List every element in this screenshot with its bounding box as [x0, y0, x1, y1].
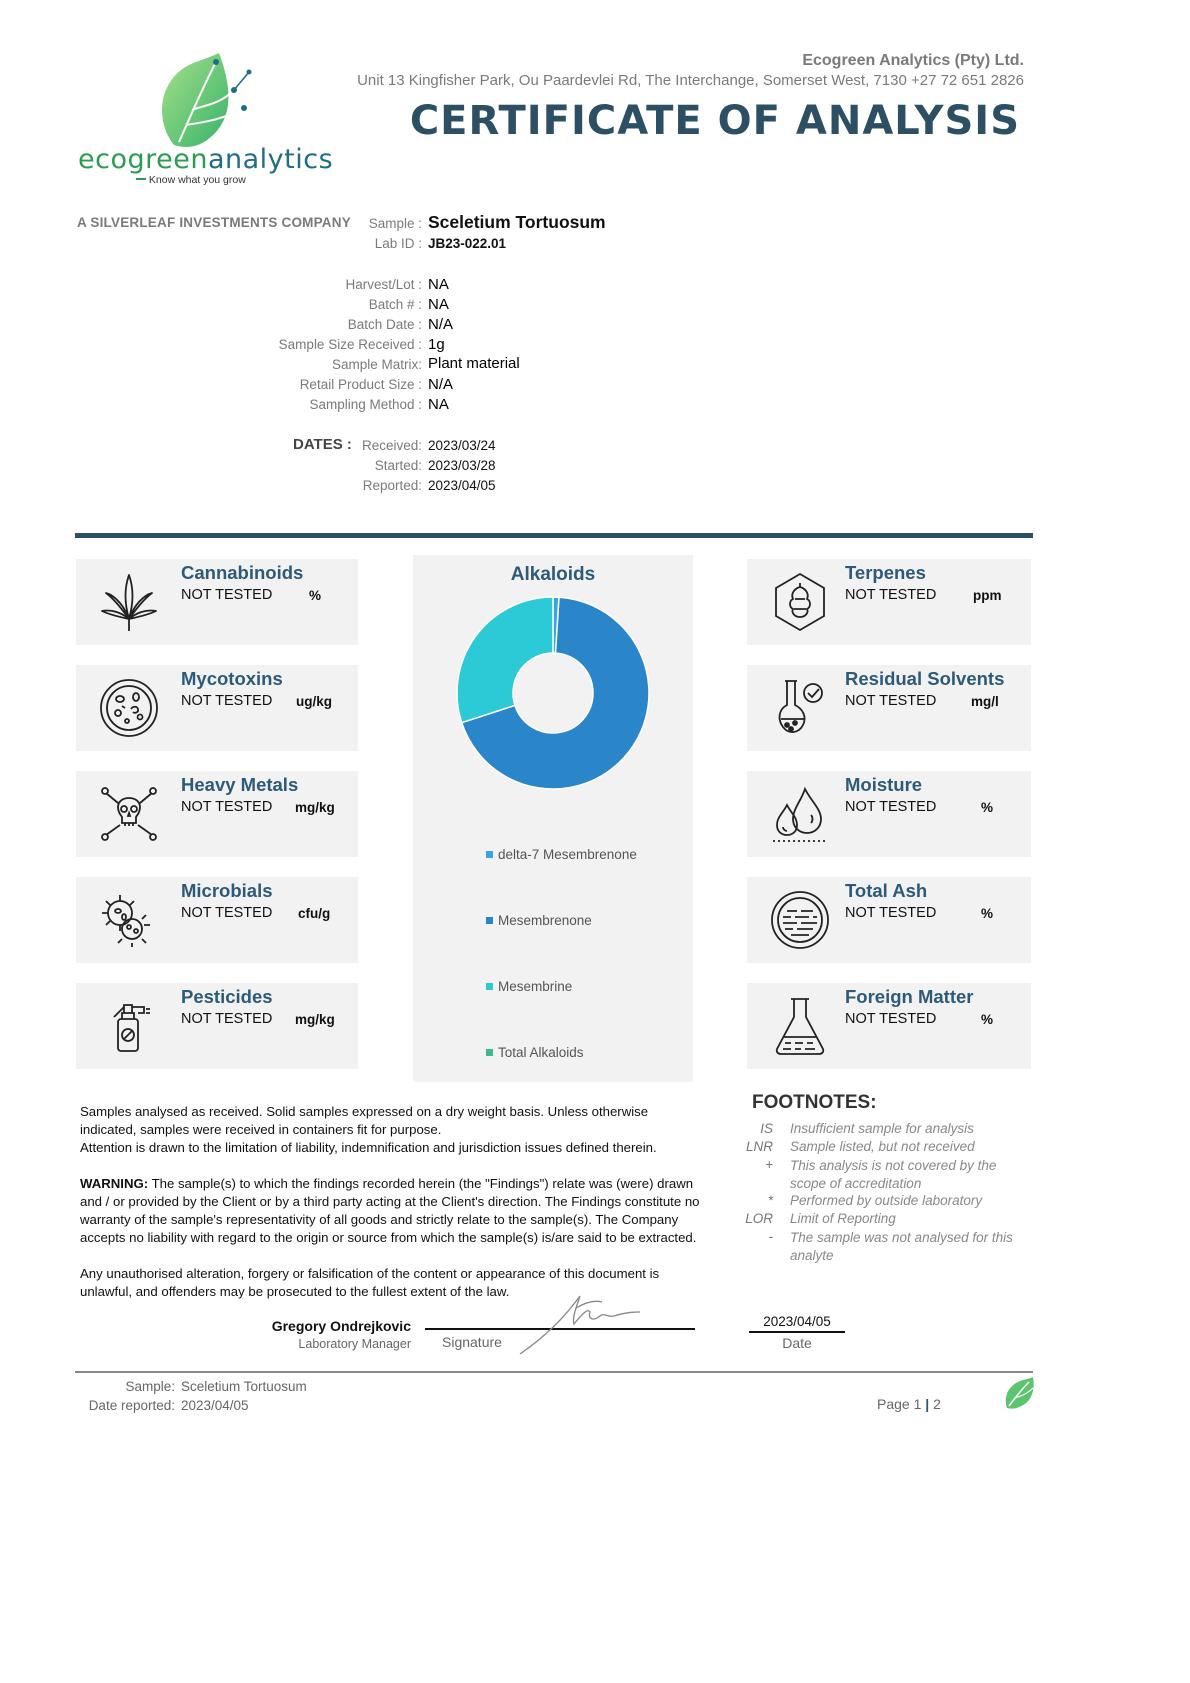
field-label: Batch Date : — [347, 317, 422, 332]
logo-tagline: Know what you grow — [136, 174, 246, 186]
hop-hexagon-icon — [769, 571, 831, 633]
note-text: Attention is drawn to the limitation of liability, indemnification and jurisdiction issues defined therein. — [80, 1140, 657, 1155]
legend-label: Mesembrine — [498, 979, 573, 994]
footnote-code: LOR — [745, 1211, 773, 1226]
field-value: Plant material — [428, 355, 520, 372]
footnote-text: Limit of Reporting — [790, 1211, 896, 1226]
dates-heading: DATES : — [293, 436, 352, 453]
bacteria-icon — [96, 889, 158, 951]
page-text: Page — [877, 1396, 910, 1412]
signatory-role: Laboratory Manager — [298, 1337, 411, 1351]
footnote-code: * — [767, 1193, 773, 1208]
legend-item — [486, 1045, 584, 1060]
footnote-text: Insufficient sample for analysis — [790, 1121, 974, 1136]
leaf-small-icon — [1001, 1376, 1037, 1412]
signature-label: Signature — [442, 1334, 502, 1350]
note-text: Samples analysed as received. Solid samples expressed on a dry weight basis. Unless otherwise indicated, samples were received in containers fit for purpose. — [80, 1104, 649, 1137]
legend-label: Total Alkaloids — [498, 1045, 584, 1060]
logo-text-green: ecogreen — [78, 144, 208, 175]
page-total: 2 — [933, 1396, 941, 1412]
card-total-ash — [747, 877, 1031, 963]
section-divider — [75, 533, 1033, 538]
page-title: CERTIFICATE OF ANALYSIS — [409, 98, 1020, 144]
card-title: Cannabinoids — [181, 562, 304, 583]
card-title: Residual Solvents — [845, 668, 1005, 689]
petri-dish-icon — [98, 677, 160, 739]
handwritten-signature — [516, 1288, 646, 1358]
card-title: Microbials — [181, 880, 273, 901]
legend-label: Mesembrenone — [498, 913, 592, 928]
date-started-value: 2023/03/28 — [428, 458, 496, 473]
card-title: Pesticides — [181, 986, 273, 1007]
labid-label: Lab ID : — [374, 236, 422, 251]
legend-swatch — [486, 917, 493, 924]
field-label: Sample Matrix: — [331, 357, 422, 372]
legend-swatch — [486, 983, 493, 990]
footer-date-label: Date reported: — [88, 1398, 175, 1413]
field-label: Harvest/Lot : — [345, 277, 422, 292]
legend-label: delta-7 Mesembrenone — [498, 847, 637, 862]
card-unit: ug/kg — [296, 694, 332, 709]
card-unit: % — [309, 588, 322, 603]
erlenmeyer-flask-icon — [769, 995, 831, 1057]
field-value: 1g — [428, 336, 445, 353]
signatory-name: Gregory Ondrejkovic — [271, 1318, 411, 1334]
company-logo — [78, 50, 338, 190]
parent-company: A SILVERLEAF INVESTMENTS COMPANY — [77, 215, 351, 230]
card-status: NOT TESTED — [181, 799, 273, 815]
footnote-code: + — [765, 1157, 773, 1172]
card-status: NOT TESTED — [181, 587, 273, 603]
card-unit: % — [981, 800, 994, 815]
footnote-text: Sample listed, but not received — [790, 1139, 975, 1154]
cannabis-leaf-icon — [98, 571, 160, 633]
company-address: Unit 13 Kingfisher Park, Ou Paardevlei Rd, The Interchange, Somerset West, 7130 +27 72 651 2826 — [357, 72, 1024, 89]
logo-wordmark — [78, 144, 333, 175]
footer-sample-label: Sample: — [125, 1379, 175, 1394]
card-status: NOT TESTED — [181, 1011, 273, 1027]
legend-item — [486, 913, 592, 928]
skull-crossbones-icon — [98, 783, 160, 845]
card-title: Foreign Matter — [845, 986, 974, 1007]
field-label: Sampling Method : — [309, 397, 422, 412]
notes-paragraph-3: Any unauthorised alteration, forgery or falsification of the content or appearance of this document is unlawful, and offenders may be prosecuted to the fullest extent of the law. — [80, 1266, 660, 1299]
alkaloids-chart-panel — [413, 555, 693, 1082]
card-heavy-metals — [76, 771, 358, 857]
warning-text: The sample(s) to which the findings recorded herein (the "Findings") relate was (were) drawn and / or provided by the Client or by a third party acting at the Client's direction. The Findings constitute no warranty of the sample's representativity of all goods and strictly relate to the sample(s). The Company accepts no liability with regard to the origin or source from which the sample(s) is/are said to be extracted. — [80, 1176, 700, 1245]
page-current: 1 — [913, 1396, 922, 1412]
date-received-label: Received: — [361, 438, 422, 453]
card-title: Mycotoxins — [181, 668, 283, 689]
legend-item — [486, 979, 572, 994]
water-drops-icon — [769, 783, 831, 845]
card-title: Heavy Metals — [181, 774, 299, 795]
spray-bottle-icon — [98, 993, 160, 1055]
ash-circle-icon — [769, 889, 831, 951]
card-title: Moisture — [845, 774, 923, 795]
date-received-value: 2023/03/24 — [428, 438, 496, 453]
card-microbials — [76, 877, 358, 963]
card-title: Terpenes — [845, 562, 926, 583]
card-unit: % — [981, 1012, 994, 1027]
warning-label: WARNING: — [80, 1176, 149, 1191]
flask-check-icon — [769, 675, 831, 741]
footnote-code: - — [768, 1229, 773, 1244]
card-unit: % — [981, 906, 994, 921]
field-label: Retail Product Size : — [299, 377, 422, 392]
footnote-text: The sample was not analysed for this analyte — [790, 1230, 1013, 1263]
page-indicator — [877, 1396, 941, 1412]
card-pesticides — [76, 983, 358, 1069]
alkaloids-donut-chart — [413, 585, 693, 805]
date-reported-value: 2023/04/05 — [428, 478, 496, 493]
legend-swatch — [486, 1049, 493, 1056]
notes-paragraph-1 — [80, 1103, 700, 1157]
card-status: NOT TESTED — [181, 693, 273, 709]
field-value: NA — [428, 296, 449, 313]
date-reported-label: Reported: — [362, 478, 422, 493]
footnote-code: LNR — [745, 1139, 773, 1154]
signoff-date: 2023/04/05 — [763, 1314, 831, 1329]
date-line — [749, 1331, 845, 1333]
card-status: NOT TESTED — [845, 905, 937, 921]
card-foreign-matter — [747, 983, 1031, 1069]
footer-sample-value: Sceletium Tortuosum — [181, 1379, 307, 1394]
card-unit: mg/l — [971, 694, 999, 709]
field-value: NA — [428, 276, 449, 293]
labid-value: JB23-022.01 — [428, 236, 507, 251]
card-status: NOT TESTED — [845, 693, 937, 709]
footnotes-heading: FOOTNOTES: — [752, 1092, 877, 1113]
footnote-code: IS — [760, 1121, 773, 1136]
company-name: Ecogreen Analytics (Pty) Ltd. — [802, 52, 1024, 69]
footer-divider — [75, 1371, 1033, 1373]
field-value: N/A — [428, 316, 454, 333]
card-status: NOT TESTED — [845, 587, 937, 603]
sample-name: Sceletium Tortuosum — [428, 212, 606, 232]
legend-swatch — [486, 851, 493, 858]
footnote-text: Performed by outside laboratory — [790, 1193, 983, 1208]
card-unit: ppm — [973, 588, 1002, 603]
card-unit: mg/kg — [295, 800, 335, 815]
page-separator: | — [925, 1396, 930, 1412]
card-unit: cfu/g — [298, 906, 331, 921]
warning-paragraph — [80, 1175, 700, 1247]
logo-text-blue: analytics — [207, 144, 334, 175]
card-cannabinoids — [76, 559, 358, 645]
legend-item — [486, 847, 637, 862]
card-moisture — [747, 771, 1031, 857]
card-status: NOT TESTED — [181, 905, 273, 921]
card-title: Total Ash — [845, 880, 928, 901]
footnote-text: This analysis is not covered by the scope of accreditation — [790, 1158, 997, 1191]
card-status: NOT TESTED — [845, 1011, 937, 1027]
date-label: Date — [782, 1335, 812, 1351]
donut-slice — [457, 597, 553, 723]
sample-label: Sample : — [368, 216, 422, 231]
card-unit: mg/kg — [295, 1012, 335, 1027]
date-started-label: Started: — [374, 458, 422, 473]
card-residual-solvents — [747, 665, 1031, 751]
card-mycotoxins — [76, 665, 358, 751]
field-label: Sample Size Received : — [278, 337, 422, 352]
leaf-logo-icon — [144, 50, 264, 150]
field-label: Batch # : — [368, 297, 422, 312]
card-status: NOT TESTED — [845, 799, 937, 815]
footer-date-value: 2023/04/05 — [181, 1398, 249, 1413]
field-value: N/A — [428, 376, 454, 393]
chart-title: Alkaloids — [510, 564, 596, 585]
card-terpenes — [747, 559, 1031, 645]
field-value: NA — [428, 396, 449, 413]
